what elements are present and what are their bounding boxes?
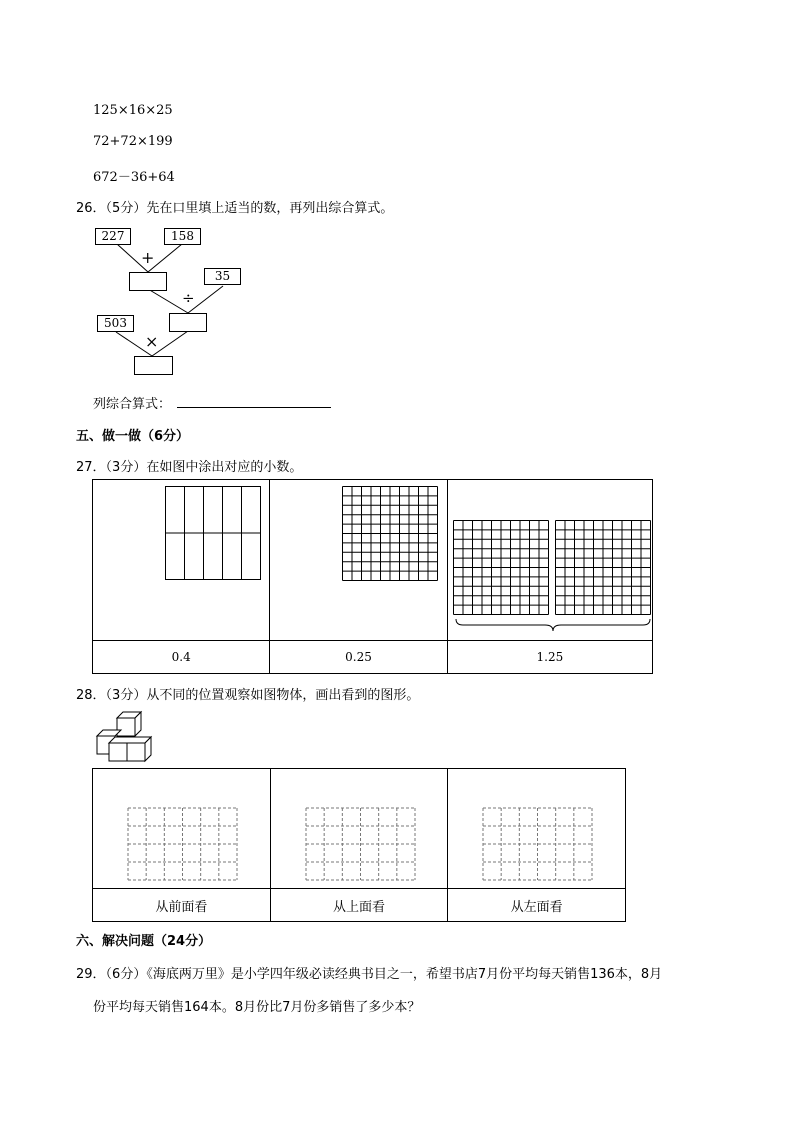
expression-3: 672－36+64 — [93, 170, 175, 185]
decimal-shading-table — [92, 479, 653, 674]
cell-tenths-grid — [93, 480, 270, 641]
section-5-heading: 五、做一做（6分） — [76, 429, 190, 444]
curly-brace — [455, 617, 651, 633]
cell-top-view — [270, 769, 448, 889]
question-26-prompt: 26．（5分）先在口里填上适当的数，再列出综合算式。 — [76, 201, 394, 216]
label-front-view: 从前面看 — [93, 889, 271, 922]
top-view-dotted-grid[interactable] — [305, 807, 416, 881]
label-0-25: 0.25 — [270, 641, 447, 674]
front-view-dotted-grid[interactable] — [127, 807, 238, 881]
cell-two-hundredths-grids — [447, 480, 652, 641]
times-sign: × — [145, 332, 159, 351]
answer-box-product[interactable] — [134, 356, 173, 375]
label-0-4: 0.4 — [93, 641, 270, 674]
number-box-35: 35 — [204, 268, 241, 285]
cell-hundredths-grid — [270, 480, 447, 641]
number-box-158: 158 — [164, 228, 201, 245]
question-29-line-1: 29．（6分）《海底两万里》是小学四年级必读经典书目之一，希望书店7月份平均每天销售136本，8月 — [76, 967, 663, 982]
label-1-25: 1.25 — [447, 641, 652, 674]
label-top-view: 从上面看 — [270, 889, 448, 922]
answer-box-quotient[interactable] — [169, 313, 207, 332]
cell-front-view — [93, 769, 271, 889]
question-27-prompt: 27．（3分）在如图中涂出对应的小数。 — [76, 460, 303, 475]
expression-2: 72+72×199 — [93, 134, 173, 149]
question-28-prompt: 28．（3分）从不同的位置观察如图物体，画出看到的图形。 — [76, 688, 420, 703]
formula-label: 列综合算式： — [93, 397, 172, 412]
hundredths-grid-right[interactable] — [555, 520, 651, 615]
cube-stack-figure — [95, 710, 157, 766]
number-box-227: 227 — [95, 228, 131, 245]
tenths-grid[interactable] — [165, 486, 262, 581]
question-29-line-2: 份平均每天销售164本。8月份比7月份多销售了多少本？ — [93, 1000, 421, 1015]
answer-box-sum[interactable] — [129, 272, 167, 291]
label-left-view: 从左面看 — [448, 889, 626, 922]
cell-left-view — [448, 769, 626, 889]
number-box-503: 503 — [97, 315, 134, 332]
divide-sign: ÷ — [182, 289, 195, 307]
hundredths-grid-left[interactable] — [453, 520, 549, 615]
formula-answer-line[interactable] — [177, 407, 331, 408]
expression-1: 125×16×25 — [93, 103, 173, 118]
view-drawing-table — [92, 768, 626, 922]
left-view-dotted-grid[interactable] — [482, 807, 593, 881]
plus-sign: + — [141, 248, 155, 267]
hundredths-grid[interactable] — [342, 486, 438, 581]
section-6-heading: 六、解决问题（24分） — [76, 934, 212, 949]
